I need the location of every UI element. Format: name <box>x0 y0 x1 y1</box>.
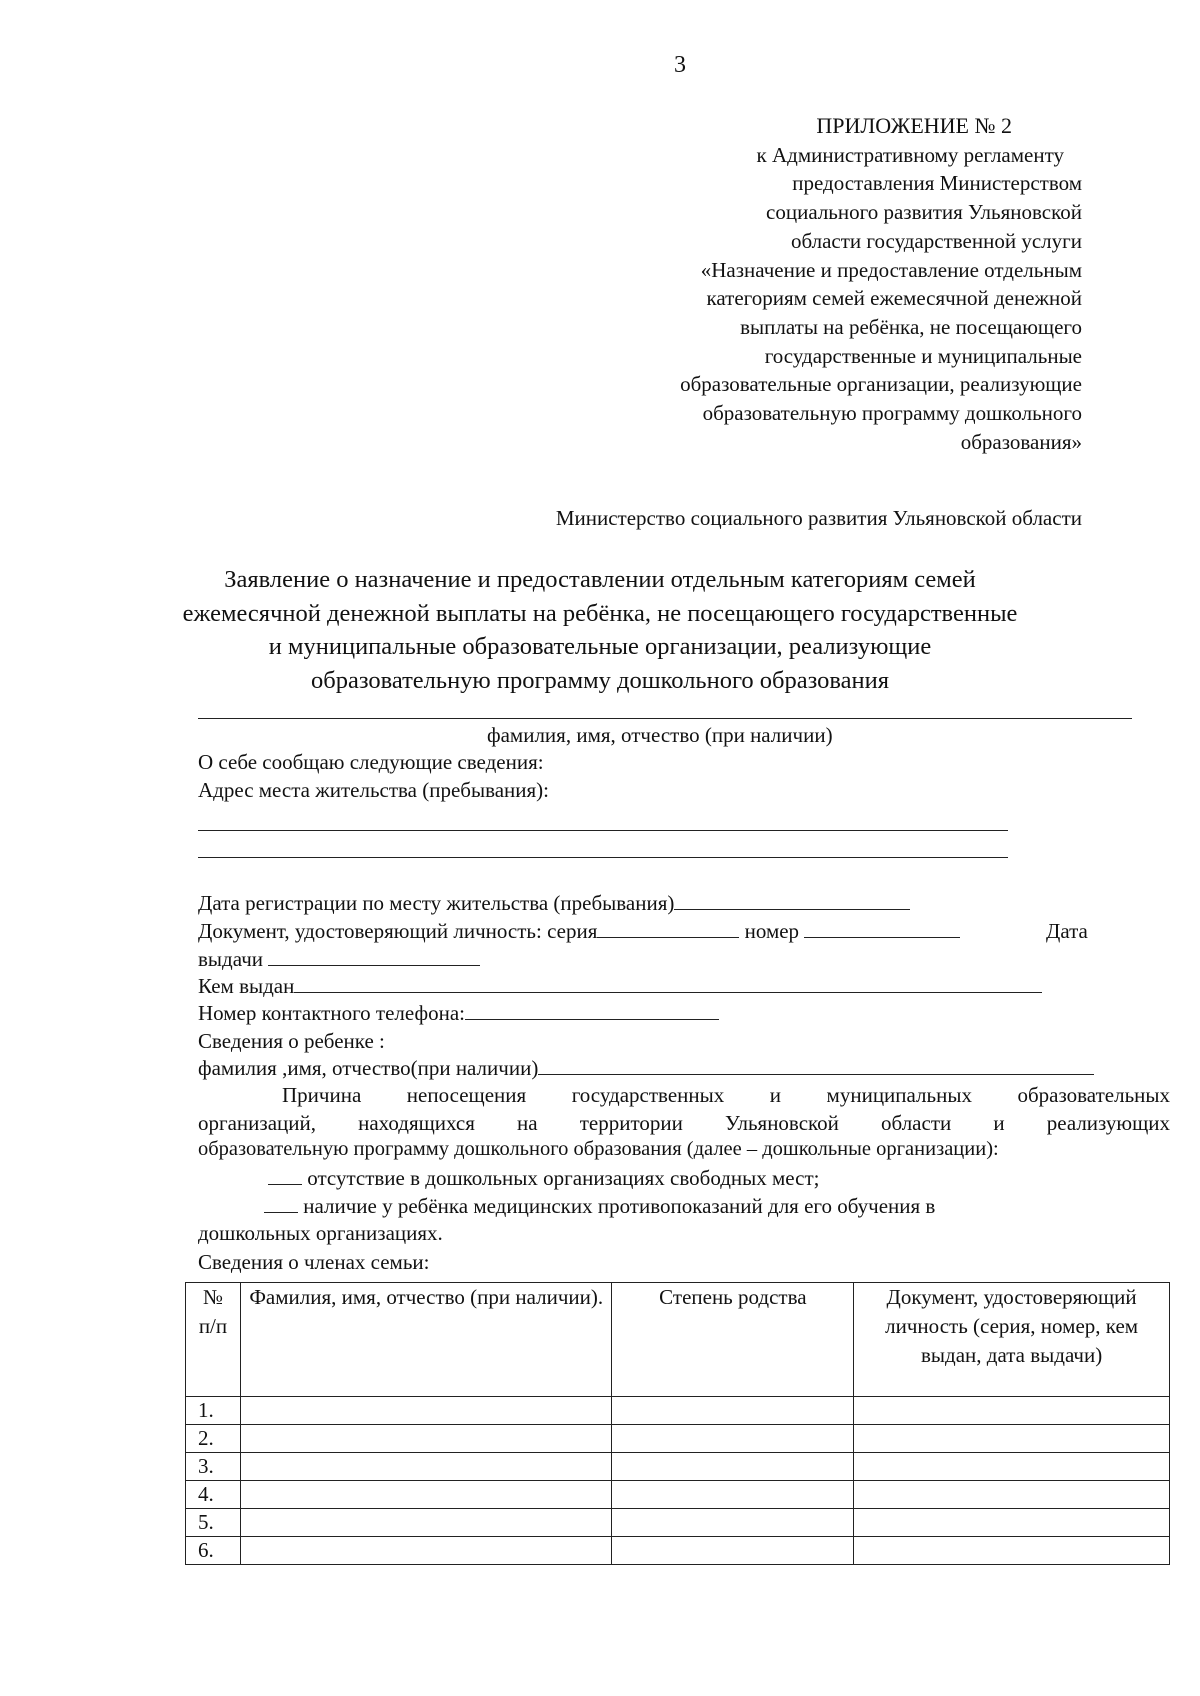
title-line: образовательную программу дошкольного образования <box>310 666 890 694</box>
title-line: и муниципальные образовательные организации, реализующие <box>268 633 932 660</box>
child-fio-label: фамилия ,имя, отчество(при наличии) <box>198 1056 539 1080</box>
fio-caption: фамилия, имя, отчество (при наличии) <box>487 723 833 747</box>
appendix-line: категориям семей ежемесячной денежной <box>706 286 1082 311</box>
appendix-line: образовательную программу дошкольного <box>702 401 1082 426</box>
issued-by-field[interactable] <box>294 974 1042 993</box>
appendix-block <box>680 112 1082 456</box>
document-title <box>180 563 1020 697</box>
registration-date-label: Дата регистрации по месту жительства (пребывания) <box>198 891 675 915</box>
appendix-line: области государственной услуги <box>790 228 1082 253</box>
option-no-places-label: отсутствие в дошкольных организациях свободных мест; <box>307 1166 820 1190</box>
relation-cell[interactable] <box>612 1481 854 1509</box>
issued-by-label: Кем выдан <box>198 974 295 998</box>
issue-date-label: выдачи <box>198 947 263 971</box>
appendix-line: образовательные организации, реализующие <box>680 372 1082 397</box>
row-number: 2. <box>186 1425 241 1453</box>
id-number-label: номер <box>744 919 800 943</box>
child-fio-row <box>198 1056 1094 1081</box>
row-number: 3. <box>186 1453 241 1481</box>
document-cell[interactable] <box>854 1425 1170 1453</box>
reason-line-1: Причина непосещения государственных и муниципальных образовательных <box>282 1083 1170 1107</box>
phone-field[interactable] <box>465 1001 719 1020</box>
fio-cell[interactable] <box>240 1537 612 1565</box>
option-medical-label: наличие у ребёнка медицинских противопоказаний для его обучения в <box>303 1194 936 1218</box>
issue-date-row <box>198 947 480 972</box>
family-info-label: Сведения о членах семьи: <box>198 1250 430 1274</box>
document-cell[interactable] <box>854 1509 1170 1537</box>
id-number-field[interactable] <box>804 919 960 938</box>
row-number: 4. <box>186 1481 241 1509</box>
table-header-row <box>186 1283 1170 1397</box>
row-number: 6. <box>186 1537 241 1565</box>
reason-line-3: образовательную программу дошкольного образования (далее – дошкольные организации): <box>198 1138 999 1160</box>
address-label: Адрес места жительства (пребывания): <box>198 778 550 802</box>
appendix-line: образования» <box>960 429 1082 454</box>
document-cell[interactable] <box>854 1397 1170 1425</box>
document-cell[interactable] <box>854 1481 1170 1509</box>
relation-cell[interactable] <box>612 1425 854 1453</box>
registration-date-row <box>198 891 910 916</box>
table-row <box>186 1481 1170 1509</box>
appendix-line: социального развития Ульяновской <box>766 200 1082 225</box>
option-no-places <box>268 1166 819 1191</box>
appendix-line: «Назначение и предоставление отдельным <box>700 257 1082 282</box>
fio-cell[interactable] <box>240 1509 612 1537</box>
family-members-table <box>185 1282 1170 1565</box>
issued-by-row <box>198 974 1042 999</box>
document-cell[interactable] <box>854 1453 1170 1481</box>
fio-cell[interactable] <box>240 1397 612 1425</box>
appendix-line: к Административному регламенту <box>756 142 1064 167</box>
phone-row <box>198 1001 719 1026</box>
relation-cell[interactable] <box>612 1509 854 1537</box>
child-fio-field[interactable] <box>538 1056 1094 1075</box>
appendix-line: государственные и муниципальные <box>764 343 1082 368</box>
header-document: Документ, удостоверяющий личность (серия, номер, кем выдан, дата выдачи) <box>854 1283 1170 1397</box>
id-document-label: Документ, удостоверяющий личность: серия <box>198 919 598 943</box>
option-medical-label-cont: дошкольных организациях. <box>198 1221 443 1245</box>
option-medical <box>264 1194 935 1219</box>
header-relation: Степень родства <box>612 1283 854 1397</box>
about-self-label: О себе сообщаю следующие сведения: <box>198 750 544 774</box>
option-no-places-checkbox[interactable] <box>268 1166 302 1185</box>
title-line: ежемесячной денежной выплаты на ребёнка, не посещающего государственные <box>182 599 1018 627</box>
option-medical-checkbox[interactable] <box>264 1194 298 1213</box>
id-date-label: Дата <box>1046 919 1088 943</box>
table-row <box>186 1453 1170 1481</box>
reason-line-2: организаций, находящихся на территории Ульяновской области и реализующих <box>198 1111 1170 1135</box>
address-blank-line-2[interactable] <box>198 857 1008 858</box>
table-row <box>186 1537 1170 1565</box>
fio-cell[interactable] <box>240 1481 612 1509</box>
title-line: Заявление о назначение и предоставлении отдельным категориям семей <box>224 566 976 593</box>
page-number: 3 <box>674 52 686 78</box>
relation-cell[interactable] <box>612 1453 854 1481</box>
phone-label: Номер контактного телефона: <box>198 1001 465 1025</box>
relation-cell[interactable] <box>612 1397 854 1425</box>
fio-cell[interactable] <box>240 1425 612 1453</box>
relation-cell[interactable] <box>612 1537 854 1565</box>
fio-cell[interactable] <box>240 1453 612 1481</box>
table-row <box>186 1509 1170 1537</box>
appendix-title: ПРИЛОЖЕНИЕ № 2 <box>816 113 1012 138</box>
address-blank-line-1[interactable] <box>198 830 1008 831</box>
id-document-row <box>198 919 1138 944</box>
document-cell[interactable] <box>854 1537 1170 1565</box>
appendix-line: предоставления Министерством <box>792 171 1082 196</box>
row-number: 1. <box>186 1397 241 1425</box>
table-row <box>186 1397 1170 1425</box>
ministry-addressee: Министерство социального развития Ульяновской области <box>555 506 1082 530</box>
issue-date-field[interactable] <box>268 947 480 966</box>
row-number: 5. <box>186 1509 241 1537</box>
registration-date-field[interactable] <box>674 891 910 910</box>
id-series-field[interactable] <box>597 919 739 938</box>
table-row <box>186 1425 1170 1453</box>
child-info-label: Сведения о ребенке : <box>198 1029 385 1053</box>
header-num: № п/п <box>186 1283 241 1397</box>
header-fio: Фамилия, имя, отчество (при наличии). <box>240 1283 612 1397</box>
appendix-line: выплаты на ребёнка, не посещающего <box>740 314 1082 339</box>
fio-blank-line[interactable] <box>198 718 1132 719</box>
